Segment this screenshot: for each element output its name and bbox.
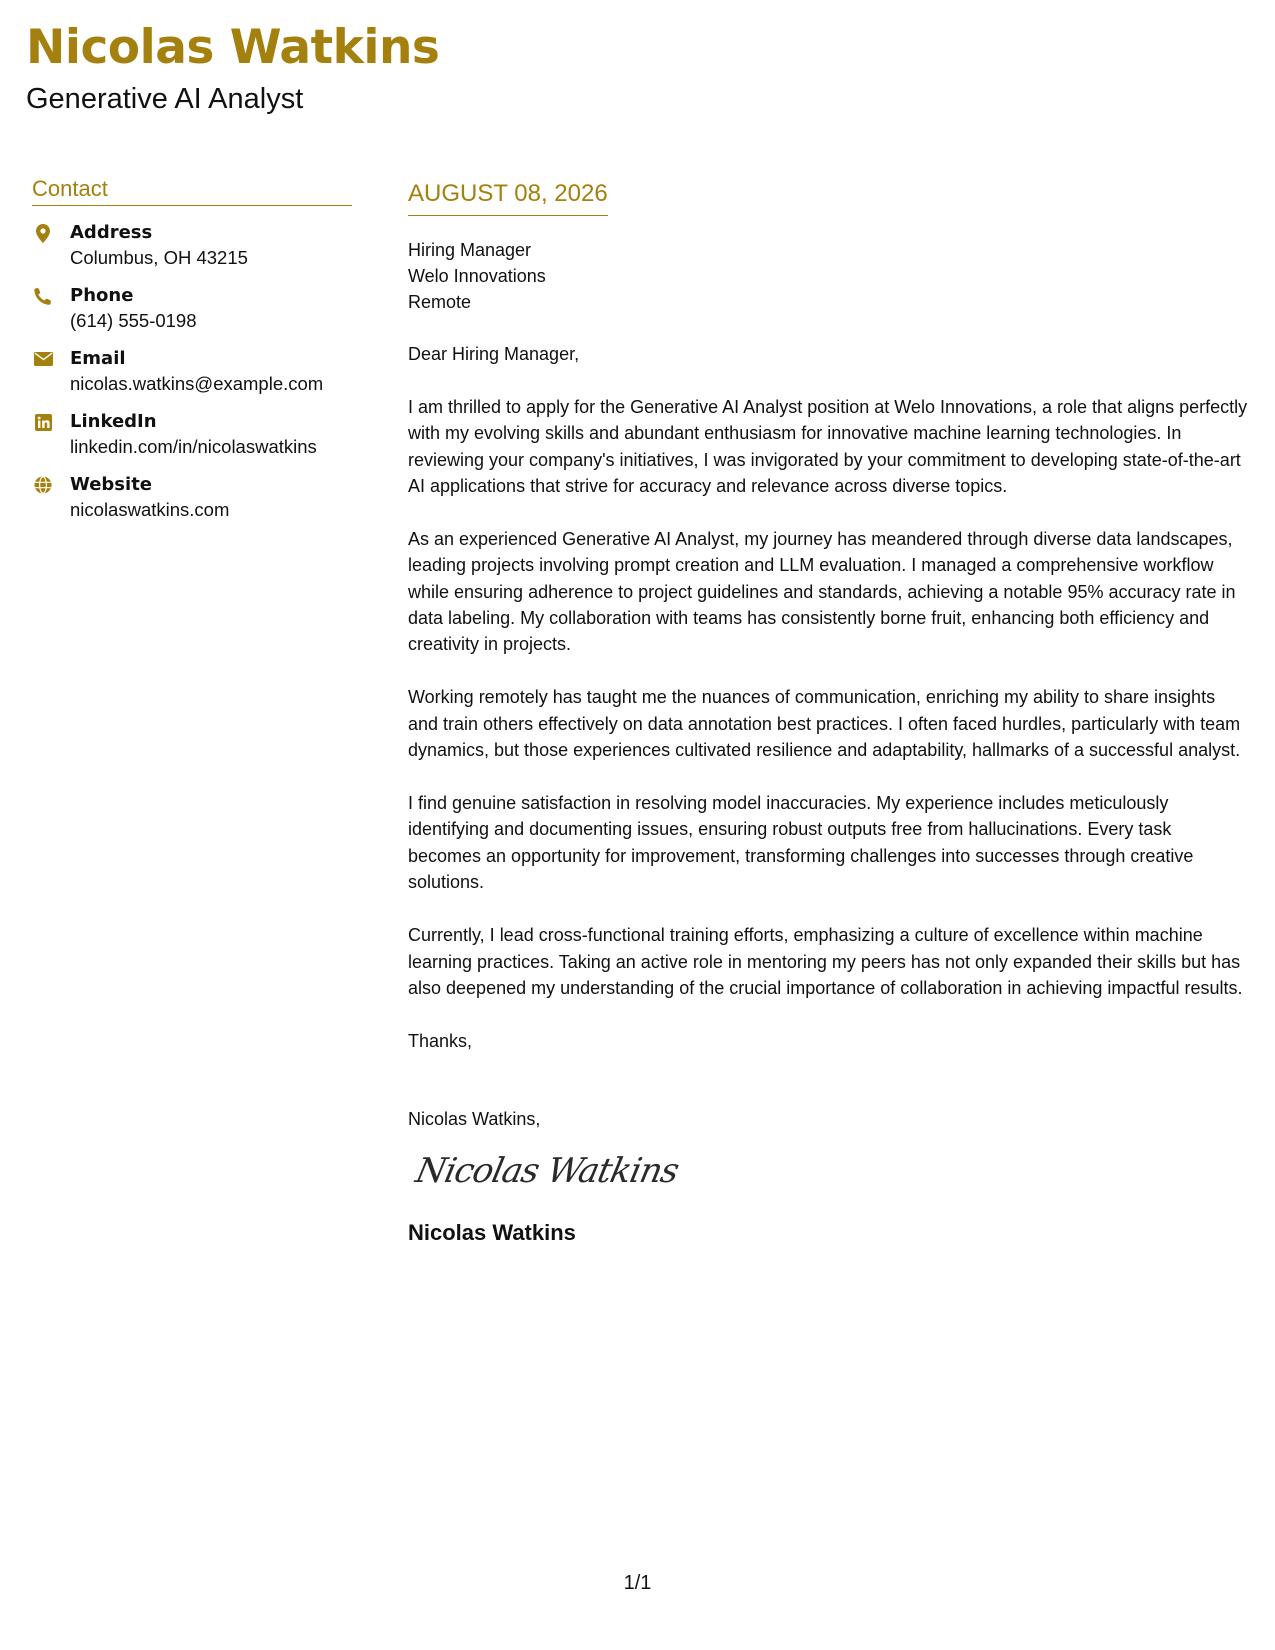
recipient-line: Remote [408, 291, 472, 312]
contact-value: nicolas.watkins@example.com [70, 373, 324, 395]
handwritten-signature: Nicolas Watkins [412, 1150, 682, 1191]
letter-paragraph: I am thrilled to apply for the Generative AI Analyst position at Welo Innovations, a role that aligns perfectly with my evolving skills and abundant enthusiasm for innovative machine learning technologies. In reviewing your company's initiatives, I was invigorated by your commitment to developing state-of-the-art AI applications that strive for accuracy and relevance across diverse topics. [408, 396, 1248, 496]
applicant-title: Generative AI Analyst [26, 83, 304, 115]
contact-label: Phone [70, 285, 134, 307]
phone-icon [33, 286, 53, 306]
printed-name: Nicolas Watkins [408, 1219, 576, 1245]
page-number: 1/1 [623, 1572, 652, 1594]
letter-paragraph: I find genuine satisfaction in resolving model inaccuracies. My experience includes meticulously identifying and documenting issues, ensuring robust outputs free from hallucinations. Every task becomes an opportunity for improvement, transforming challenges into successes through creative solutions. [408, 793, 1194, 893]
contact-item-linkedin [32, 409, 352, 459]
letter-paragraph: As an experienced Generative AI Analyst, my journey has meandered through diverse data landscapes, leading projects involving prompt creation and LLM evaluation. I managed a comprehensive workflow while ensuring adherence to project guidelines and standards, achieving a notable 95% accuracy rate in data labeling. My collaboration with teams has consistently borne fruit, enhancing both efficiency and creativity in projects. [408, 528, 1236, 655]
sign-off-name: Nicolas Watkins, [408, 1109, 541, 1130]
recipient-block [408, 237, 1248, 315]
closing: Thanks, [408, 1030, 473, 1051]
contact-sidebar [32, 176, 352, 535]
contact-value: Columbus, OH 43215 [70, 247, 248, 269]
contact-value: (614) 555-0198 [70, 310, 197, 332]
contact-list [32, 220, 352, 522]
letter-body [408, 180, 1248, 1246]
letter-paragraph: Working remotely has taught me the nuances of communication, enriching my ability to share insights and train others effectively on data annotation best practices. I often faced hurdles, particularly with team dynamics, but those experiences cultivated resilience and adaptability, hallmarks of a successful analyst. [408, 687, 1241, 761]
contact-label: Email [70, 348, 126, 370]
contact-value: nicolaswatkins.com [70, 499, 230, 521]
contact-heading: Contact [32, 176, 352, 206]
recipient-line: Welo Innovations [408, 265, 546, 286]
contact-label: LinkedIn [70, 411, 157, 433]
envelope-icon [33, 349, 53, 369]
applicant-name: Nicolas Watkins [26, 20, 440, 75]
recipient-line: Hiring Manager [408, 239, 532, 260]
contact-label: Website [70, 474, 153, 496]
globe-icon [33, 475, 53, 495]
contact-item-address [32, 220, 352, 270]
contact-item-phone [32, 283, 352, 333]
contact-item-email [32, 346, 352, 396]
contact-label: Address [70, 222, 153, 244]
linkedin-icon [33, 412, 53, 432]
map-pin-icon [33, 223, 53, 243]
contact-item-website [32, 472, 352, 522]
letter-paragraph: Currently, I lead cross-functional training efforts, emphasizing a culture of excellence within machine learning practices. Taking an active role in mentoring my peers has not only expanded their skills but has also deepened my understanding of the crucial importance of collaboration in achieving impactful results. [408, 925, 1243, 999]
letter-date: AUGUST 08, 2026 [408, 180, 608, 216]
contact-value: linkedin.com/in/nicolaswatkins [70, 436, 317, 458]
salutation: Dear Hiring Manager, [408, 343, 580, 364]
